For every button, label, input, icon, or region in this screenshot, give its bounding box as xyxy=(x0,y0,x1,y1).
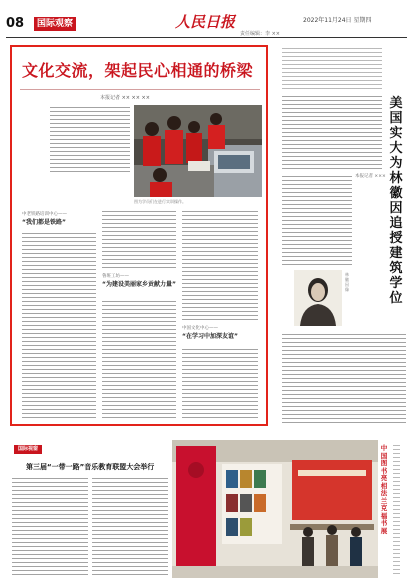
masthead-rule xyxy=(6,37,407,38)
right-article-text-a xyxy=(282,96,382,170)
headline-divider xyxy=(20,89,260,90)
column-1-text xyxy=(22,233,96,419)
column-3-text-top xyxy=(182,211,258,321)
right-article-byline: 本报记者 ××× xyxy=(355,174,386,179)
bottom-article-tag: 国际视窗 xyxy=(14,445,42,454)
subhead-3-title: “在学习中加深友谊” xyxy=(182,333,238,340)
subhead-2-kicker: 鲁班工坊—— xyxy=(102,274,129,279)
subhead-1 xyxy=(22,211,96,227)
column-3-top xyxy=(182,211,258,321)
feature-article xyxy=(10,45,268,426)
column-2-bottom xyxy=(102,301,176,419)
feature-byline: 本报记者 ×× ×× ×× xyxy=(100,95,150,101)
subhead-3-kicker: 中国文化中心—— xyxy=(182,326,218,331)
training-scene-image xyxy=(134,105,262,197)
book-fair-caption-text xyxy=(393,445,400,575)
column-2-text-top xyxy=(102,211,176,269)
column-1 xyxy=(22,233,96,419)
newspaper-logo: 人民日报 xyxy=(175,13,236,31)
portrait-caption: 林徽因像 xyxy=(345,272,349,292)
subhead-2-title: “为建设美丽家乡贡献力量” xyxy=(102,281,176,288)
section-label: 国际观察 xyxy=(34,17,76,31)
book-fair-caption: 中国图书亮相法兰克福书展 xyxy=(380,444,388,535)
feature-photo xyxy=(134,105,262,197)
column-3-bottom xyxy=(182,349,258,419)
column-2-text-bottom xyxy=(102,301,176,419)
bottom-text-block-1 xyxy=(12,478,88,578)
bottom-column-2 xyxy=(92,478,168,578)
bottom-column-1 xyxy=(12,478,88,578)
book-fair-image xyxy=(172,440,378,578)
book-fair-photo xyxy=(172,440,378,578)
subhead-3 xyxy=(182,325,258,341)
masthead xyxy=(0,0,413,44)
feature-headline: 文化交流，架起民心相通的桥梁 xyxy=(22,61,254,80)
right-text-block-1 xyxy=(282,48,382,92)
lead-paragraph xyxy=(50,107,130,175)
right-article-text-c xyxy=(282,334,406,426)
right-text-block-3 xyxy=(282,176,352,266)
bottom-text-block-2 xyxy=(92,478,168,578)
date-line: 2022年11月24日 星期四 xyxy=(303,17,372,24)
subhead-1-title: “我们都是铁路” xyxy=(22,219,66,226)
editors-line: 责任编辑：李 ×× xyxy=(240,31,280,37)
lead-text-block xyxy=(50,107,130,175)
right-article-text-b xyxy=(282,176,352,266)
right-text-block-4 xyxy=(282,334,406,426)
right-text-block-2 xyxy=(282,96,382,170)
portrait-image xyxy=(294,270,342,326)
book-fair-caption-lines xyxy=(393,445,400,575)
bottom-article-title: 第三届“一带一路”音乐教育联盟大会举行 xyxy=(26,463,155,471)
right-article-text-top xyxy=(282,48,382,92)
photo-caption: 图为学员们在进行实训操作。 xyxy=(134,199,186,204)
subhead-2 xyxy=(102,273,176,289)
page-number: 08 xyxy=(6,16,25,31)
right-article-headline: 美国实大为林徽因追授建筑学位 xyxy=(389,96,403,306)
column-2-top xyxy=(102,211,176,269)
column-3-text-bottom xyxy=(182,349,258,419)
subhead-1-kicker: 中老铁路培训中心—— xyxy=(22,212,67,217)
portrait-photo xyxy=(294,270,342,326)
